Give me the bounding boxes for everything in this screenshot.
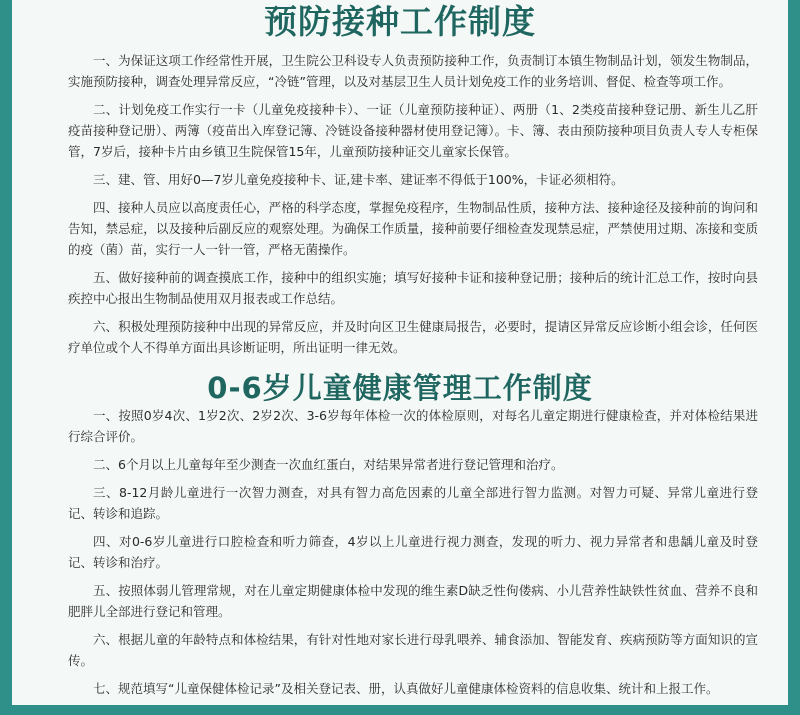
- section-body-child-health: [68, 405, 758, 706]
- paragraph-child-health-6: 六、根据儿童的年龄特点和体检结果，有针对性地对家长进行母乳喂养、辅食添加、智能发育、疾病预防等方面知识的宣传。: [68, 632, 758, 668]
- document-panel: [12, 0, 788, 715]
- paragraph-child-health-4: 四、对0-6岁儿童进行口腔检查和听力筛查，4岁以上儿童进行视力测查，发现的听力、视力异常者和患龋儿童及时登记、转诊和治疗。: [68, 534, 758, 570]
- paragraph-vaccination-3: 三、建、管、用好0—7岁儿童免疫接种卡、证,建卡率、建证率不得低于100%，卡证必须相符。: [93, 172, 624, 187]
- paragraph-child-health-1: 一、按照0岁4次、1岁2次、2岁2次、3-6岁每年体检一次的体检原则，对每名儿童定期进行健康检查，并对体检结果进行综合评价。: [68, 408, 758, 444]
- paragraph-child-health-7: 七、规范填写“儿童保健体检记录”及相关登记表、册，认真做好儿童健康体检资料的信息收集、统计和上报工作。: [93, 681, 719, 696]
- section-title-child-health: 0-6岁儿童健康管理工作制度: [207, 371, 593, 405]
- paragraph-child-health-5: 五、按照体弱儿管理常规，对在儿童定期健康体检中发现的维生素D缺乏性佝偻病、小儿营养性缺铁性贫血、营养不良和肥胖儿全部进行登记和管理。: [68, 583, 758, 619]
- paragraph-vaccination-6: 六、积极处理预防接种中出现的异常反应，并及时向区卫生健康局报告，必要时，提请区异常反应诊断小组会诊，任何医疗单位或个人不得单方面出具诊断证明，所出证明一律无效。: [68, 319, 758, 355]
- paragraph-child-health-2: 二、6个月以上儿童每年至少测查一次血红蛋白，对结果异常者进行登记管理和治疗。: [93, 457, 564, 472]
- paragraph-vaccination-1: 一、为保证这项工作经常性开展，卫生院公卫科设专人负责预防接种工作，负责制订本镇生物制品计划，领发生物制品，实施预防接种，调查处理异常反应，“冷链”管理，以及对基层卫生人员计划免疫工作的业务培训、督促、检查等项工作。: [68, 53, 758, 89]
- section-title-vaccination: 预防接种工作制度: [264, 2, 536, 41]
- paragraph-vaccination-2: 二、计划免疫工作实行一卡（儿童免疫接种卡）、一证（儿童预防接种证）、两册（1、2类疫苗接种登记册、新生儿乙肝疫苗接种登记册）、两簿（疫苗出入库登记簿、冷链设备接种器材使用登记簿）。卡、簿、表由预防接种项目负责人专人专柜保管，7岁后，接种卡片由乡镇卫生院保管15年，儿童预防接种证交儿童家长保管。: [68, 102, 758, 159]
- paragraph-vaccination-4: 四、接种人员应以高度责任心，严格的科学态度，掌握免疫程序，生物制品性质，接种方法、接种途径及接种前的询问和告知，禁忌症，以及接种后副反应的观察处理。为确保工作质量，接种前要仔细检查发现禁忌症，严禁使用过期、冻接和变质的疫（菌）苗，实行一人一针一管，严格无菌操作。: [68, 200, 758, 257]
- paragraph-child-health-3: 三、8-12月龄儿童进行一次智力测查，对具有智力高危因素的儿童全部进行智力监测。对智力可疑、异常儿童进行登记、转诊和追踪。: [68, 485, 758, 521]
- paragraph-vaccination-5: 五、做好接种前的调查摸底工作，接种中的组织实施；填写好接种卡证和接种登记册；接种后的统计汇总工作，按时向县疾控中心报出生物制品使用双月报表或工作总结。: [68, 270, 758, 306]
- bottom-frame-bar: [0, 705, 800, 715]
- section-body-vaccination: [68, 50, 758, 365]
